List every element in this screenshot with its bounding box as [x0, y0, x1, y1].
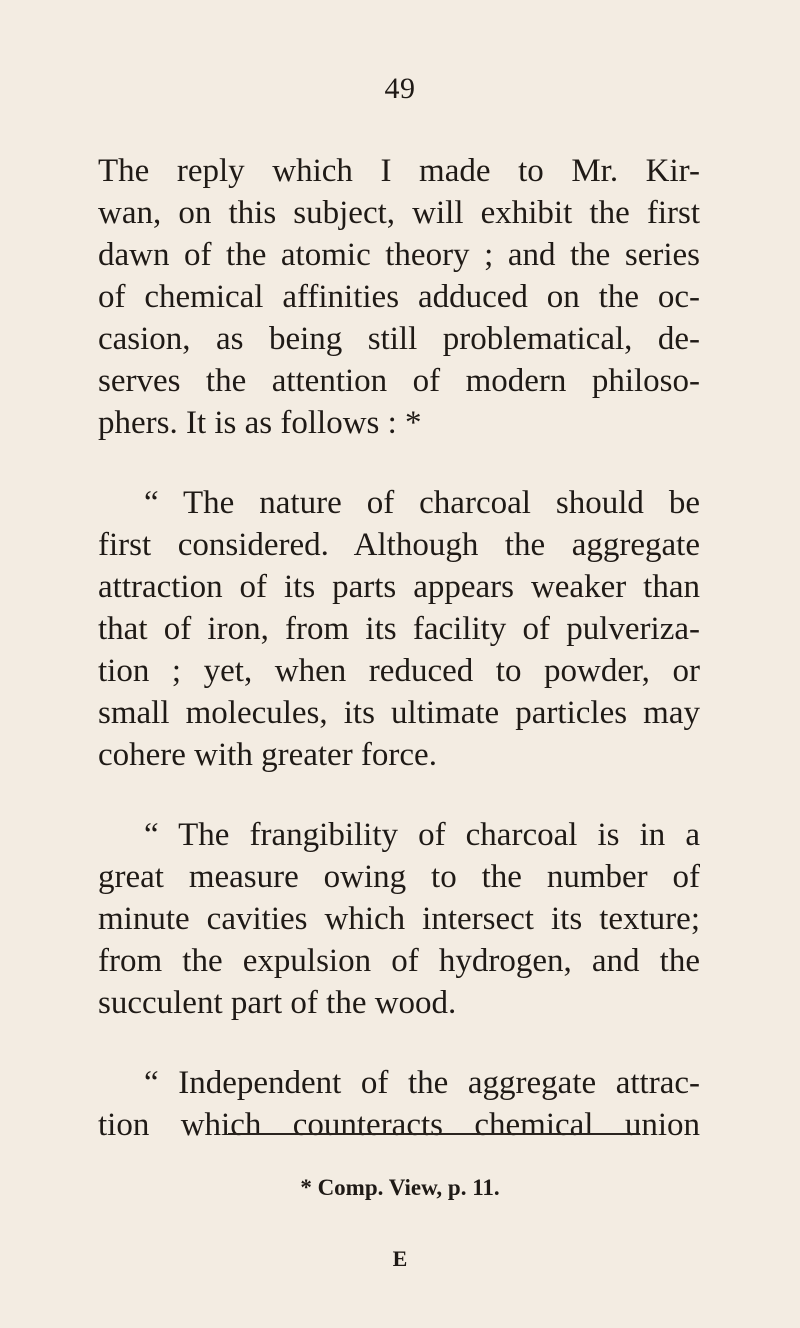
signature-mark: E: [392, 1246, 408, 1271]
page-number: 49: [384, 72, 416, 105]
text-line: tion ; yet, when reduced to powder, or: [98, 653, 700, 689]
text-line: wan, on this subject, will exhibit the first: [98, 195, 700, 231]
text-line: “ Independent of the aggregate attrac-: [144, 1065, 700, 1101]
text-line: minute cavities which intersect its texture;: [98, 901, 700, 937]
paragraph-3: [98, 814, 700, 1024]
text-line: succulent part of the wood.: [98, 985, 457, 1021]
text-line: of chemical affinities adduced on the oc-: [98, 279, 700, 315]
text-line: great measure owing to the number of: [98, 859, 700, 895]
text-line: phers. It is as follows : *: [98, 405, 422, 441]
text-line: attraction of its parts appears weaker than: [98, 569, 700, 605]
paragraph-2: [98, 482, 700, 776]
text-line: tion which counteracts chemical union: [98, 1107, 700, 1143]
body-text: [98, 150, 700, 1146]
text-line: cohere with greater force.: [98, 737, 437, 773]
text-line: dawn of the atomic theory ; and the series: [98, 237, 700, 273]
footnote-rule: [228, 1133, 640, 1135]
text-line: The reply which I made to Mr. Kir-: [98, 153, 700, 189]
text-line: casion, as being still problematical, de-: [98, 321, 700, 357]
text-line: that of iron, from its facility of pulveriza-: [98, 611, 700, 647]
text-line: from the expulsion of hydrogen, and the: [98, 943, 700, 979]
text-line: small molecules, its ultimate particles may: [98, 695, 700, 731]
paragraph-1: [98, 150, 700, 444]
text-line: first considered. Although the aggregate: [98, 527, 700, 563]
footnote: * Comp. View, p. 11.: [300, 1175, 500, 1200]
text-line: serves the attention of modern philoso-: [98, 363, 700, 399]
text-line: “ The nature of charcoal should be: [144, 485, 700, 521]
text-line: “ The frangibility of charcoal is in a: [144, 817, 700, 853]
